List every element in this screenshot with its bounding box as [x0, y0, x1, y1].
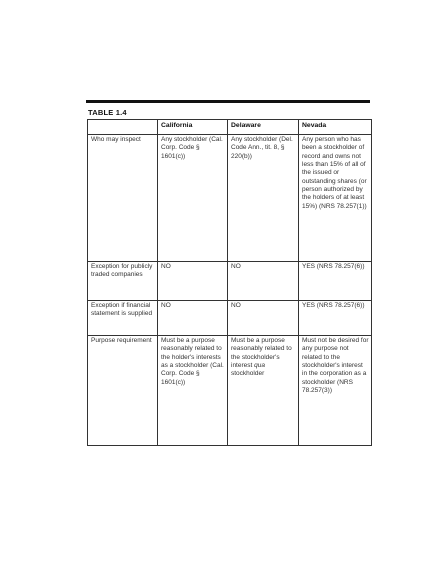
cell-delaware: Any stockholder (Del. Code Ann., tit. 8, § 220(b)): [228, 135, 299, 262]
row-label: Exception if financial statement is supplied: [88, 301, 158, 336]
cell-nevada: Must not be desired for any purpose not related to the stockholder's interest in the corporation as a stockholder (NRS 78.257(3)): [299, 336, 372, 446]
table-row: [88, 336, 372, 446]
table-row: [88, 262, 372, 301]
cell-california: NO: [158, 262, 228, 301]
header-nevada: Nevada: [299, 120, 372, 135]
row-label: Who may inspect: [88, 135, 158, 262]
cell-nevada: YES (NRS 78.257(6)): [299, 262, 372, 301]
cell-nevada: Any person who has been a stockholder of record and owns not less than 15% of all of the issued or outstanding shares (or person authorized by the holders of at least 15%) (NRS 78.257(1)): [299, 135, 372, 262]
latin-term: qua: [254, 361, 265, 369]
table-header-row: [88, 120, 372, 135]
cell-california: Must be a purpose reasonably related to the holder's interests as a stockholder (Cal. Corp. Code § 1601(c)): [158, 336, 228, 446]
cell-california: NO: [158, 301, 228, 336]
table-row: [88, 135, 372, 262]
row-label: Exception for publicly traded companies: [88, 262, 158, 301]
table-row: [88, 301, 372, 336]
row-label: Purpose requirement: [88, 336, 158, 446]
table-top-rule: [86, 100, 370, 103]
cell-delaware: NO: [228, 301, 299, 336]
header-delaware: Delaware: [228, 120, 299, 135]
header-blank: [88, 120, 158, 135]
table-caption: TABLE 1.4: [88, 108, 127, 117]
comparison-table: [87, 119, 372, 446]
cell-delaware: Must be a purpose reasonably related to the stockholder's interest qua stockholder: [228, 336, 299, 446]
cell-delaware: NO: [228, 262, 299, 301]
header-california: California: [158, 120, 228, 135]
cell-nevada: YES (NRS 78.257(6)): [299, 301, 372, 336]
cell-california: Any stockholder (Cal. Corp. Code § 1601(c)): [158, 135, 228, 262]
